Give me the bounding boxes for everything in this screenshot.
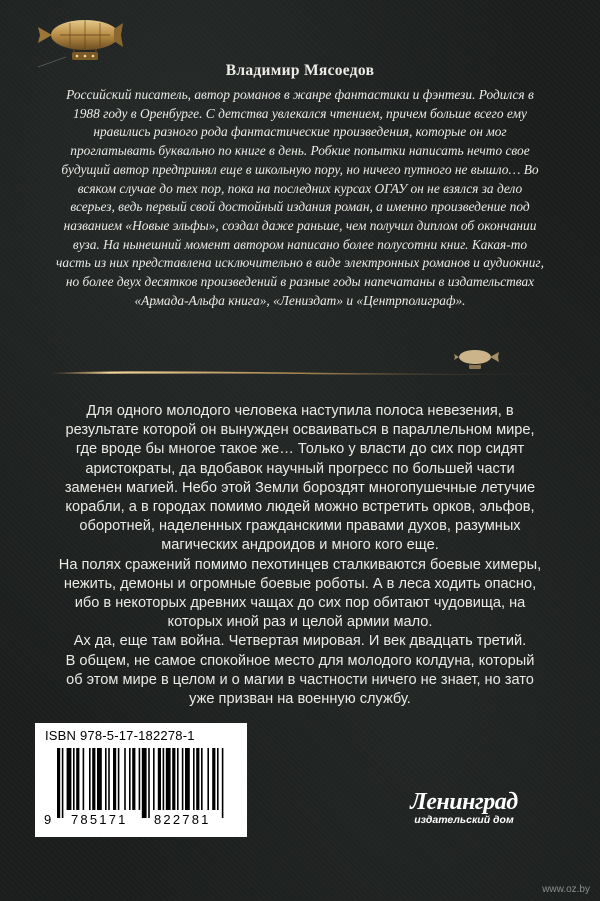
barcode-bar: [108, 748, 110, 810]
barcode-left-group: 785171: [71, 812, 128, 827]
barcode-bar: [105, 748, 107, 810]
description-paragraph: На полях сражений помимо пехотинцев сталкиваются боевые химеры, нежить, демоны и огромные боевые роботы. А в леса ходить опасно, ибо в некоторых древних чащах до сих пор обитают чудовища, на которых иной раз и целой армии мало.: [58, 556, 542, 631]
barcode-bar: [129, 748, 131, 810]
barcode-bar: [163, 748, 165, 810]
barcode-bar: [132, 748, 135, 810]
barcode-bar: [142, 748, 147, 818]
barcode-bar: [196, 748, 199, 810]
barcode-bar: [201, 748, 203, 810]
barcode-bar: [67, 748, 72, 810]
book-description: [56, 402, 544, 709]
barcode-bar: [148, 748, 150, 818]
barcode-bar: [222, 748, 224, 818]
barcode-bar: [153, 748, 155, 810]
barcode-bars: [57, 748, 223, 818]
barcode-bar: [193, 748, 195, 810]
barcode-bar: [207, 748, 209, 810]
barcode-bar: [182, 748, 184, 810]
isbn-label: ISBN 978-5-17-182278-1: [45, 728, 195, 743]
decorative-divider: [50, 369, 550, 377]
barcode-bar: [62, 748, 64, 818]
publisher-name: Ленинград: [410, 789, 518, 815]
barcode-bar: [177, 748, 179, 810]
author-name: Владимир Мясоедов: [225, 62, 375, 79]
barcode-bar: [185, 748, 190, 810]
barcode-bar: [57, 748, 60, 818]
barcode-graphic: [35, 746, 247, 831]
barcode-right-group: 822781: [154, 812, 211, 827]
barcode-first-digit: 9: [44, 812, 52, 827]
publisher-subtitle: издательский дом: [414, 814, 514, 826]
barcode-bar: [89, 748, 91, 810]
barcode-bar: [124, 748, 126, 810]
barcode-bar: [217, 748, 219, 810]
description-paragraph: В общем, не самое спокойное место для молодого колдуна, который об этом мире в целом и о магии в частности ничего не знает, но зато уже призван на военную службу.: [65, 652, 535, 708]
barcode-bar: [97, 748, 102, 810]
barcode-bar: [118, 748, 120, 810]
watermark: www.oz.by: [542, 884, 590, 895]
author-bio: Российский писатель, автор романов в жанре фантастики и фэнтези. Родился в 1988 году в Оренбурге. С детства увлекался чтением, причем больше всего ему нравились разного рода фантастические произведения, которые он мог проглатывать буквально по книге в день. Робкие попытки написать нечто свое будущий автор предпринял еще в школьную пору, но ничего путного не вышло… Во всяком случае до тех пор, пока на последних курсах ОГАУ он не взялся за дело всерьез, ведь первый свой достойный издания роман, а именно произведение под названием «Новые эльфы», создал даже раньше, чем получил диплом об окончании вуза. На нынешний момент автором написано более полусотни книг. Какая-то часть из них представлена исключительно в виде электронных романов и аудиокниг, но более двух десятков произведений в разные годы напечатаны в издательствах «Армада-Альфа книга», «Лениздат» и «Центрполиграф».: [56, 87, 544, 308]
barcode-bar: [212, 748, 215, 810]
publisher-logo: [384, 789, 544, 833]
barcode-bar: [166, 748, 171, 810]
barcode-bar: [83, 748, 85, 810]
barcode-bar: [113, 748, 116, 810]
barcode-bar: [139, 748, 141, 810]
barcode-bar: [92, 748, 95, 810]
barcode-bar: [172, 748, 175, 810]
isbn-barcode: [35, 723, 247, 837]
barcode-bar: [158, 748, 161, 810]
barcode-bar: [76, 748, 79, 810]
description-paragraph: Для одного молодого человека наступила полоса невезения, в результате которой он вынужден осваиваться в параллельном мире, где вроде бы многое такое же… Только у власти до сих пор сидят аристократы, да вдобавок научный прогресс по большей части заменен магией. Небо этой Земли бороздят многопушечные летучие корабли, а в городах помимо людей можно встретить орков, эльфов, оборотней, наделенных гражданскими правами духов, разумных магических андроидов и много кого еще.: [64, 403, 536, 554]
description-paragraph: Ах да, еще там война. Четвертая мировая. И век двадцать третий.: [73, 633, 527, 650]
barcode-bar: [73, 748, 75, 810]
